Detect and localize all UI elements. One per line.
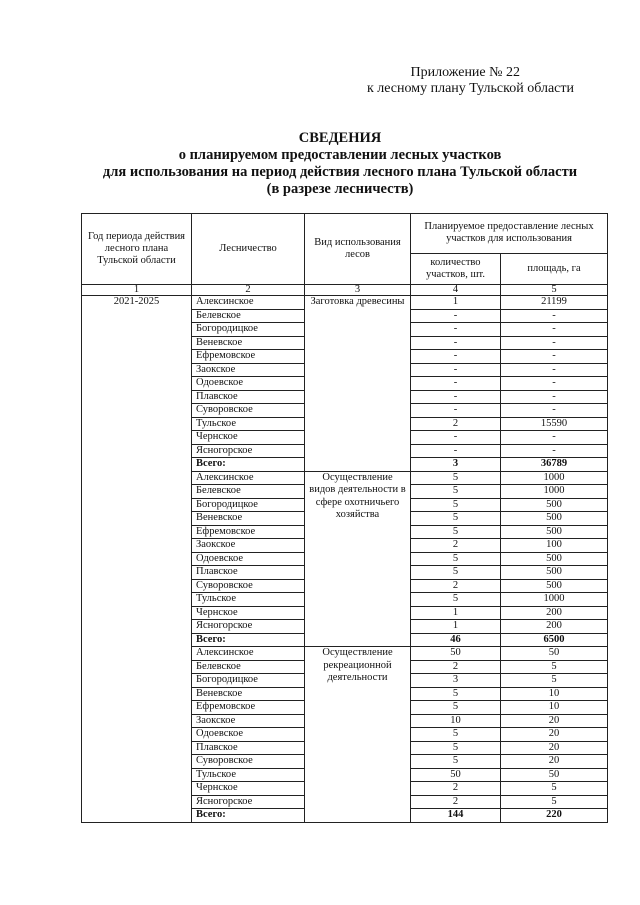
period-cell: 2021-2025 (82, 296, 192, 823)
total-area: 6500 (501, 633, 608, 647)
total-label: Всего: (192, 633, 305, 647)
area-cell: 500 (501, 552, 608, 566)
area-cell: 500 (501, 566, 608, 580)
count-cell: - (411, 390, 501, 404)
area-cell: - (501, 363, 608, 377)
forestry-cell: Ясногорское (192, 620, 305, 634)
area-cell: 5 (501, 660, 608, 674)
area-cell: 200 (501, 606, 608, 620)
count-cell: 3 (411, 674, 501, 688)
count-cell: 10 (411, 714, 501, 728)
count-cell: - (411, 377, 501, 391)
forestry-cell: Чернское (192, 431, 305, 445)
count-cell: - (411, 336, 501, 350)
forestry-cell: Ясногорское (192, 795, 305, 809)
forestry-cell: Богородицкое (192, 674, 305, 688)
count-cell: 5 (411, 485, 501, 499)
forestry-cell: Заокское (192, 363, 305, 377)
column-number: 3 (305, 285, 411, 296)
area-cell: 5 (501, 795, 608, 809)
forestry-cell: Плавское (192, 390, 305, 404)
area-cell: 20 (501, 741, 608, 755)
count-cell: 2 (411, 660, 501, 674)
area-cell: 1000 (501, 471, 608, 485)
count-cell: 5 (411, 701, 501, 715)
header-count: количество участков, шт. (411, 253, 501, 284)
area-cell: - (501, 336, 608, 350)
count-cell: 5 (411, 512, 501, 526)
count-cell: 2 (411, 539, 501, 553)
area-cell: 500 (501, 579, 608, 593)
appendix-reference: к лесному плану Тульской области (366, 81, 574, 96)
column-number: 5 (501, 285, 608, 296)
forestry-cell: Веневское (192, 336, 305, 350)
forestry-cell: Ефремовское (192, 525, 305, 539)
area-cell: - (501, 323, 608, 337)
area-cell: 5 (501, 782, 608, 796)
area-cell: 10 (501, 701, 608, 715)
forestry-cell: Ясногорское (192, 444, 305, 458)
document-subtitle-3: (в разрезе лесничеств) (266, 181, 414, 197)
area-cell: 500 (501, 525, 608, 539)
count-cell: - (411, 404, 501, 418)
total-area: 36789 (501, 458, 608, 472)
column-number: 2 (192, 285, 305, 296)
area-cell: - (501, 377, 608, 391)
count-cell: - (411, 323, 501, 337)
use-type-cell: Осуществление рекреационной деятельности (305, 647, 411, 823)
count-cell: 5 (411, 566, 501, 580)
count-cell: 1 (411, 296, 501, 310)
forestry-cell: Тульское (192, 417, 305, 431)
area-cell: - (501, 390, 608, 404)
count-cell: - (411, 431, 501, 445)
count-cell: 50 (411, 647, 501, 661)
count-cell: 5 (411, 755, 501, 769)
total-count: 46 (411, 633, 501, 647)
count-cell: 1 (411, 620, 501, 634)
area-cell: 100 (501, 539, 608, 553)
header-period: Год периода действия лесного плана Тульской области (82, 214, 192, 285)
count-cell: 5 (411, 728, 501, 742)
total-area: 220 (501, 809, 608, 823)
forestry-cell: Плавское (192, 566, 305, 580)
count-cell: - (411, 444, 501, 458)
count-cell: 2 (411, 417, 501, 431)
area-cell: 5 (501, 674, 608, 688)
forestry-cell: Одоевское (192, 552, 305, 566)
area-cell: 21199 (501, 296, 608, 310)
forestry-cell: Алексинское (192, 296, 305, 310)
forestry-cell: Белевское (192, 485, 305, 499)
table-row (82, 296, 608, 310)
total-count: 3 (411, 458, 501, 472)
column-number: 1 (82, 285, 192, 296)
forestry-cell: Белевское (192, 660, 305, 674)
forest-plots-table (81, 213, 608, 823)
forestry-cell: Чернское (192, 782, 305, 796)
forestry-cell: Богородицкое (192, 323, 305, 337)
appendix-number: Приложение № 22 (410, 65, 520, 80)
forestry-cell: Алексинское (192, 647, 305, 661)
use-type-cell: Осуществление видов деятельности в сфере охотничьего хозяйства (305, 471, 411, 647)
forestry-cell: Одоевское (192, 728, 305, 742)
count-cell: 5 (411, 525, 501, 539)
count-cell: - (411, 350, 501, 364)
area-cell: - (501, 431, 608, 445)
count-cell: 2 (411, 579, 501, 593)
count-cell: 1 (411, 606, 501, 620)
area-cell: - (501, 404, 608, 418)
forestry-cell: Чернское (192, 606, 305, 620)
area-cell: 20 (501, 728, 608, 742)
count-cell: 50 (411, 768, 501, 782)
header-forestry: Лесничество (192, 214, 305, 285)
count-cell: 5 (411, 741, 501, 755)
area-cell: - (501, 444, 608, 458)
forestry-cell: Тульское (192, 768, 305, 782)
forestry-cell: Одоевское (192, 377, 305, 391)
forestry-cell: Тульское (192, 593, 305, 607)
count-cell: 2 (411, 795, 501, 809)
count-cell: 5 (411, 593, 501, 607)
total-count: 144 (411, 809, 501, 823)
forestry-cell: Заокское (192, 539, 305, 553)
forestry-cell: Богородицкое (192, 498, 305, 512)
document-subtitle-2: для использования на период действия лесного плана Тульской области (102, 164, 578, 180)
count-cell: 5 (411, 471, 501, 485)
area-cell: - (501, 350, 608, 364)
forestry-cell: Суворовское (192, 755, 305, 769)
header-planned: Планируемое предоставление лесных участков для использования (411, 214, 608, 254)
column-number-row (82, 285, 608, 296)
area-cell: 500 (501, 498, 608, 512)
area-cell: 15590 (501, 417, 608, 431)
forestry-cell: Веневское (192, 512, 305, 526)
forestry-cell: Суворовское (192, 404, 305, 418)
total-label: Всего: (192, 458, 305, 472)
column-number: 4 (411, 285, 501, 296)
document-title: СВЕДЕНИЯ (298, 130, 382, 146)
area-cell: - (501, 309, 608, 323)
count-cell: - (411, 363, 501, 377)
forestry-cell: Веневское (192, 687, 305, 701)
count-cell: 5 (411, 498, 501, 512)
document-subtitle-1: о планируемом предоставлении лесных участков (178, 147, 502, 163)
area-cell: 50 (501, 647, 608, 661)
count-cell: 5 (411, 687, 501, 701)
area-cell: 20 (501, 755, 608, 769)
forestry-cell: Заокское (192, 714, 305, 728)
count-cell: - (411, 309, 501, 323)
area-cell: 20 (501, 714, 608, 728)
header-area: площадь, га (501, 253, 608, 284)
area-cell: 10 (501, 687, 608, 701)
area-cell: 200 (501, 620, 608, 634)
count-cell: 2 (411, 782, 501, 796)
use-type-cell: Заготовка древесины (305, 296, 411, 472)
forestry-cell: Ефремовское (192, 350, 305, 364)
area-cell: 1000 (501, 485, 608, 499)
forestry-cell: Алексинское (192, 471, 305, 485)
count-cell: 5 (411, 552, 501, 566)
forestry-cell: Суворовское (192, 579, 305, 593)
forestry-cell: Плавское (192, 741, 305, 755)
area-cell: 50 (501, 768, 608, 782)
area-cell: 500 (501, 512, 608, 526)
forestry-cell: Белевское (192, 309, 305, 323)
header-use-type: Вид использования лесов (305, 214, 411, 285)
total-label: Всего: (192, 809, 305, 823)
forestry-cell: Ефремовское (192, 701, 305, 715)
area-cell: 1000 (501, 593, 608, 607)
